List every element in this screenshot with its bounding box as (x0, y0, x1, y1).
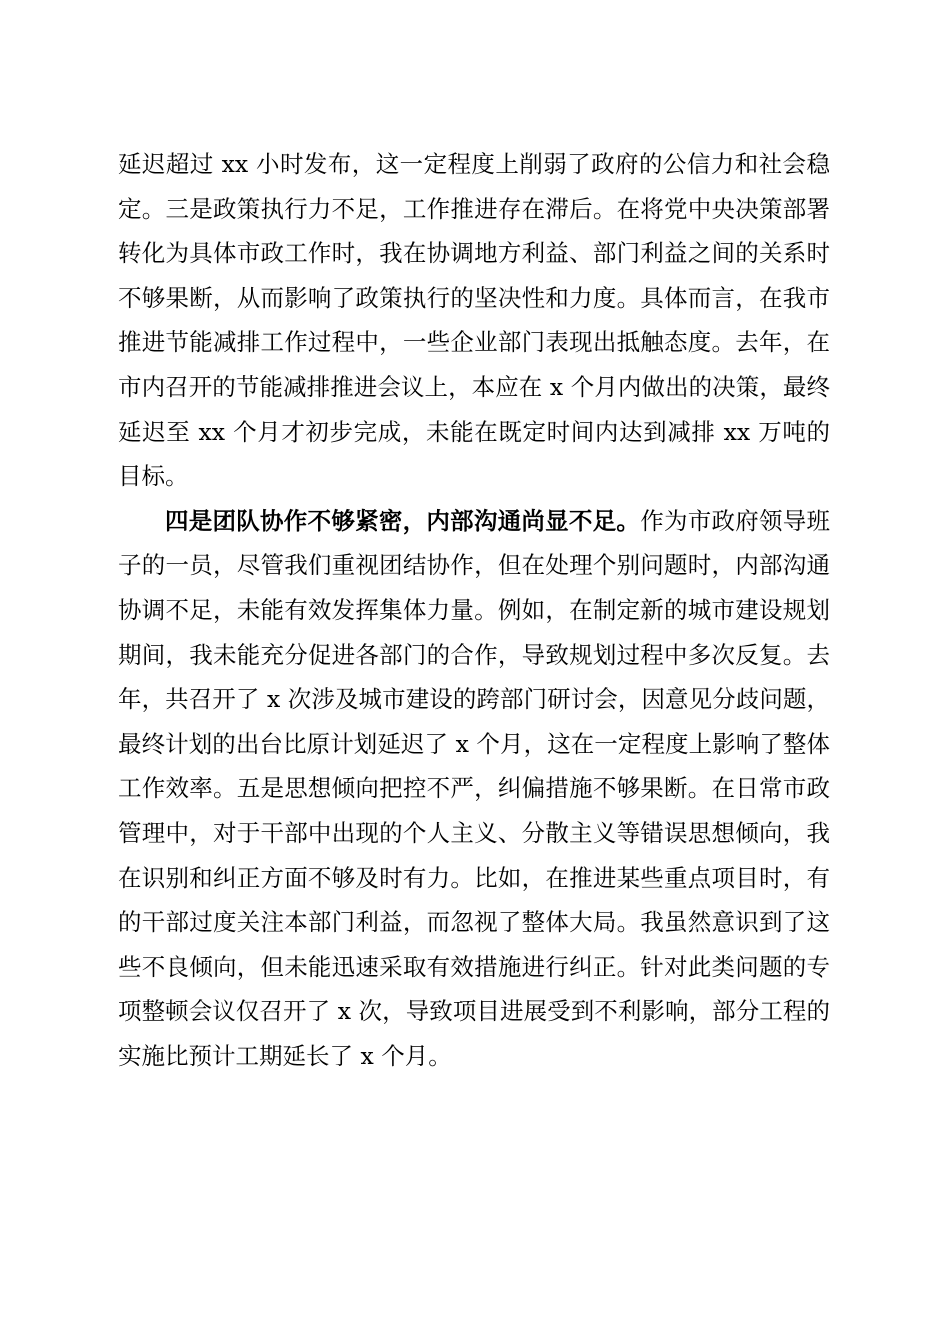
document-body (118, 142, 830, 1078)
paragraph-lead-heading: 四是团队协作不够紧密，内部沟通尚显不足。 (165, 506, 641, 535)
paragraph-body-text: 作为市政府领导班子的一员，尽管我们重视团结协作，但在处理个别问题时，内部沟通协调不足，未能有效发挥集体力量。例如，在制定新的城市建设规划期间，我未能充分促进各部门的合作，导致规划过程中多次反复。去年，共召开了 x 次涉及城市建设的跨部门研讨会，因意见分歧问题，最终计划的出台比原计划延迟了 x 个月，这在一定程度上影响了整体工作效率。五是思想倾向把控不严，纠偏措施不够果断。在日常市政管理中，对于干部中出现的个人主义、分散主义等错误思想倾向，我在识别和纠正方面不够及时有力。比如，在推进某些重点项目时，有的干部过度关注本部门利益，而忽视了整体大局。我虽然意识到了这些不良倾向，但未能迅速采取有效措施进行纠正。针对此类问题的专项整顿会议仅召开了 x 次，导致项目进展受到不利影响，部分工程的实施比预计工期延长了 x 个月。 (118, 506, 831, 1070)
paragraph-continued: 延迟超过 xx 小时发布，这一定程度上削弱了政府的公信力和社会稳定。三是政策执行力不足，工作推进存在滞后。在将党中央决策部署转化为具体市政工作时，我在协调地方利益、部门利益之间的关系时不够果断，从而影响了政策执行的坚决性和力度。具体而言，在我市推进节能减排工作过程中，一些企业部门表现出抵触态度。去年，在市内召开的节能减排推进会议上，本应在 x 个月内做出的决策，最终延迟至 xx 个月才初步完成，未能在既定时间内达到减排 xx 万吨的目标。 (118, 150, 830, 491)
paragraph-team-collaboration (118, 499, 830, 1079)
